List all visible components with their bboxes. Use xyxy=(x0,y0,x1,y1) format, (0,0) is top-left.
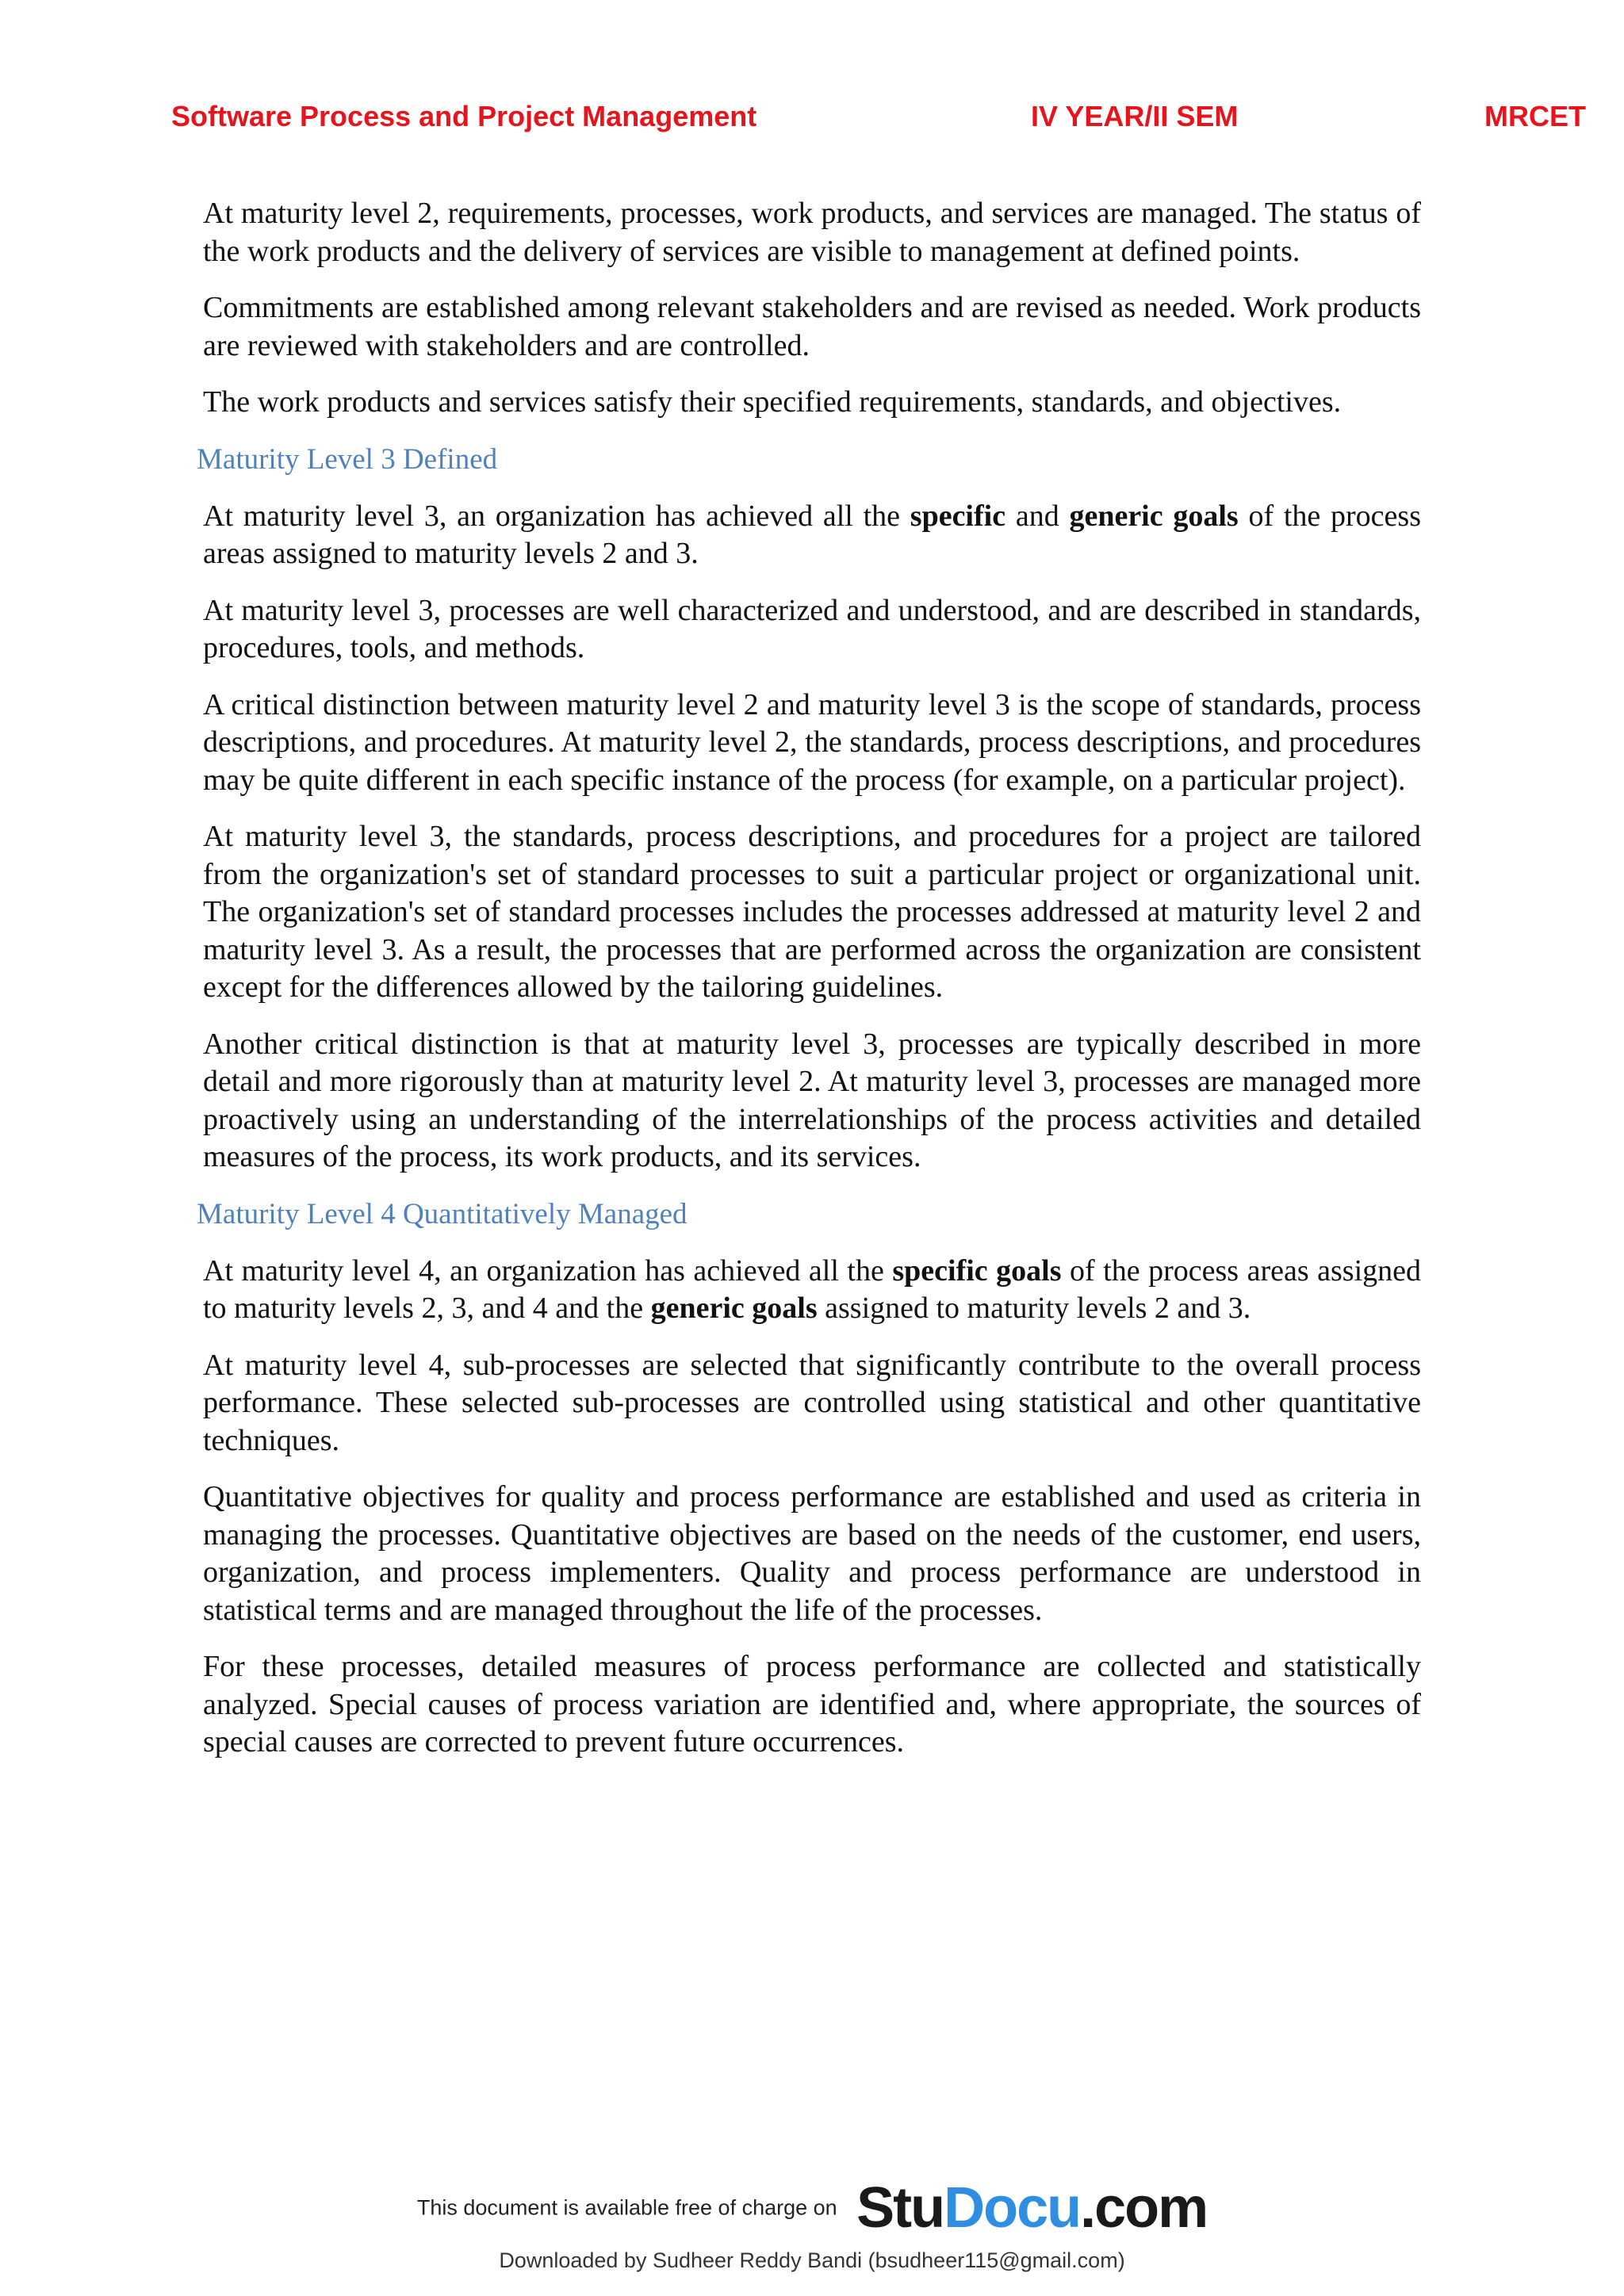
paragraph: At maturity level 3, the standards, process descriptions, and procedures for a project are tailored from the organization's set of standard processes to suit a particular project or organizational unit. The organization's set of standard processes includes the processes addressed at maturity level 2 and maturity level 3. As a result, the processes that are performed across the organization are consistent except for the differences allowed by the tailoring guidelines. xyxy=(203,820,1421,1004)
section-heading-level-4: Maturity Level 4 Quantitatively Managed xyxy=(197,1197,688,1230)
studocu-logo[interactable]: StuDocu.com xyxy=(856,2176,1208,2240)
paragraph: Commitments are established among relevant stakeholders and are revised as needed. Work products are reviewed with stakeholders and are controlled. xyxy=(203,291,1421,362)
page-header xyxy=(0,100,1624,140)
footer-available-text: This document is available free of charge on xyxy=(416,2195,837,2220)
document-body xyxy=(197,195,1421,1781)
header-semester: IV YEAR/II SEM xyxy=(1031,100,1239,132)
paragraph: For these processes, detailed measures of process performance are collected and statistically analyzed. Special causes of process variation are identified and, where appropriate, the sources of special causes are corrected to prevent future occurrences. xyxy=(203,1650,1421,1758)
header-course-title: Software Process and Project Management xyxy=(171,100,757,132)
footer-downloaded-by: Downloaded by Sudheer Reddy Bandi (bsudheer115@gmail.com) xyxy=(499,2248,1125,2272)
paragraph: Another critical distinction is that at maturity level 3, processes are typically described in more detail and more rigorously than at maturity level 2. At maturity level 3, processes are managed more proactively using an understanding of the interrelationships of the process activities and detailed measures of the process, its work products, and its services. xyxy=(203,1027,1421,1173)
paragraph: At maturity level 4, sub-processes are selected that significantly contribute to the overall process performance. These selected sub-processes are controlled using statistical and other quantitative techniques. xyxy=(203,1348,1421,1457)
header-college: MRCET xyxy=(1484,100,1586,132)
paragraph: Quantitative objectives for quality and process performance are established and used as criteria in managing the processes. Quantitative objectives are based on the needs of the customer, end users, organization, and process implementers. Quality and process performance are understood in statistical terms and are managed throughout the life of the processes. xyxy=(203,1480,1421,1627)
paragraph: At maturity level 3, processes are well characterized and understood, and are described in standards, procedures, tools, and methods. xyxy=(203,593,1421,664)
paragraph: The work products and services satisfy their specified requirements, standards, and objectives. xyxy=(203,385,1342,419)
paragraph: At maturity level 3, an organization has achieved all the specific and generic goals of the process areas assigned to maturity levels 2 and 3. xyxy=(203,499,1421,570)
paragraph: At maturity level 2, requirements, processes, work products, and services are managed. The status of the work products and the delivery of services are visible to management at defined points. xyxy=(203,197,1421,268)
paragraph: At maturity level 4, an organization has achieved all the specific goals of the process areas assigned to maturity levels 2, 3, and 4 and the generic goals assigned to maturity levels 2 and 3. xyxy=(203,1253,1421,1325)
paragraph: A critical distinction between maturity level 2 and maturity level 3 is the scope of standards, process descriptions, and procedures. At maturity level 2, the standards, process descriptions, and procedures may be quite different in each specific instance of the process (for example, on a particular project). xyxy=(203,687,1421,797)
footer-availability xyxy=(0,2176,1624,2240)
section-heading-level-3: Maturity Level 3 Defined xyxy=(197,442,498,476)
